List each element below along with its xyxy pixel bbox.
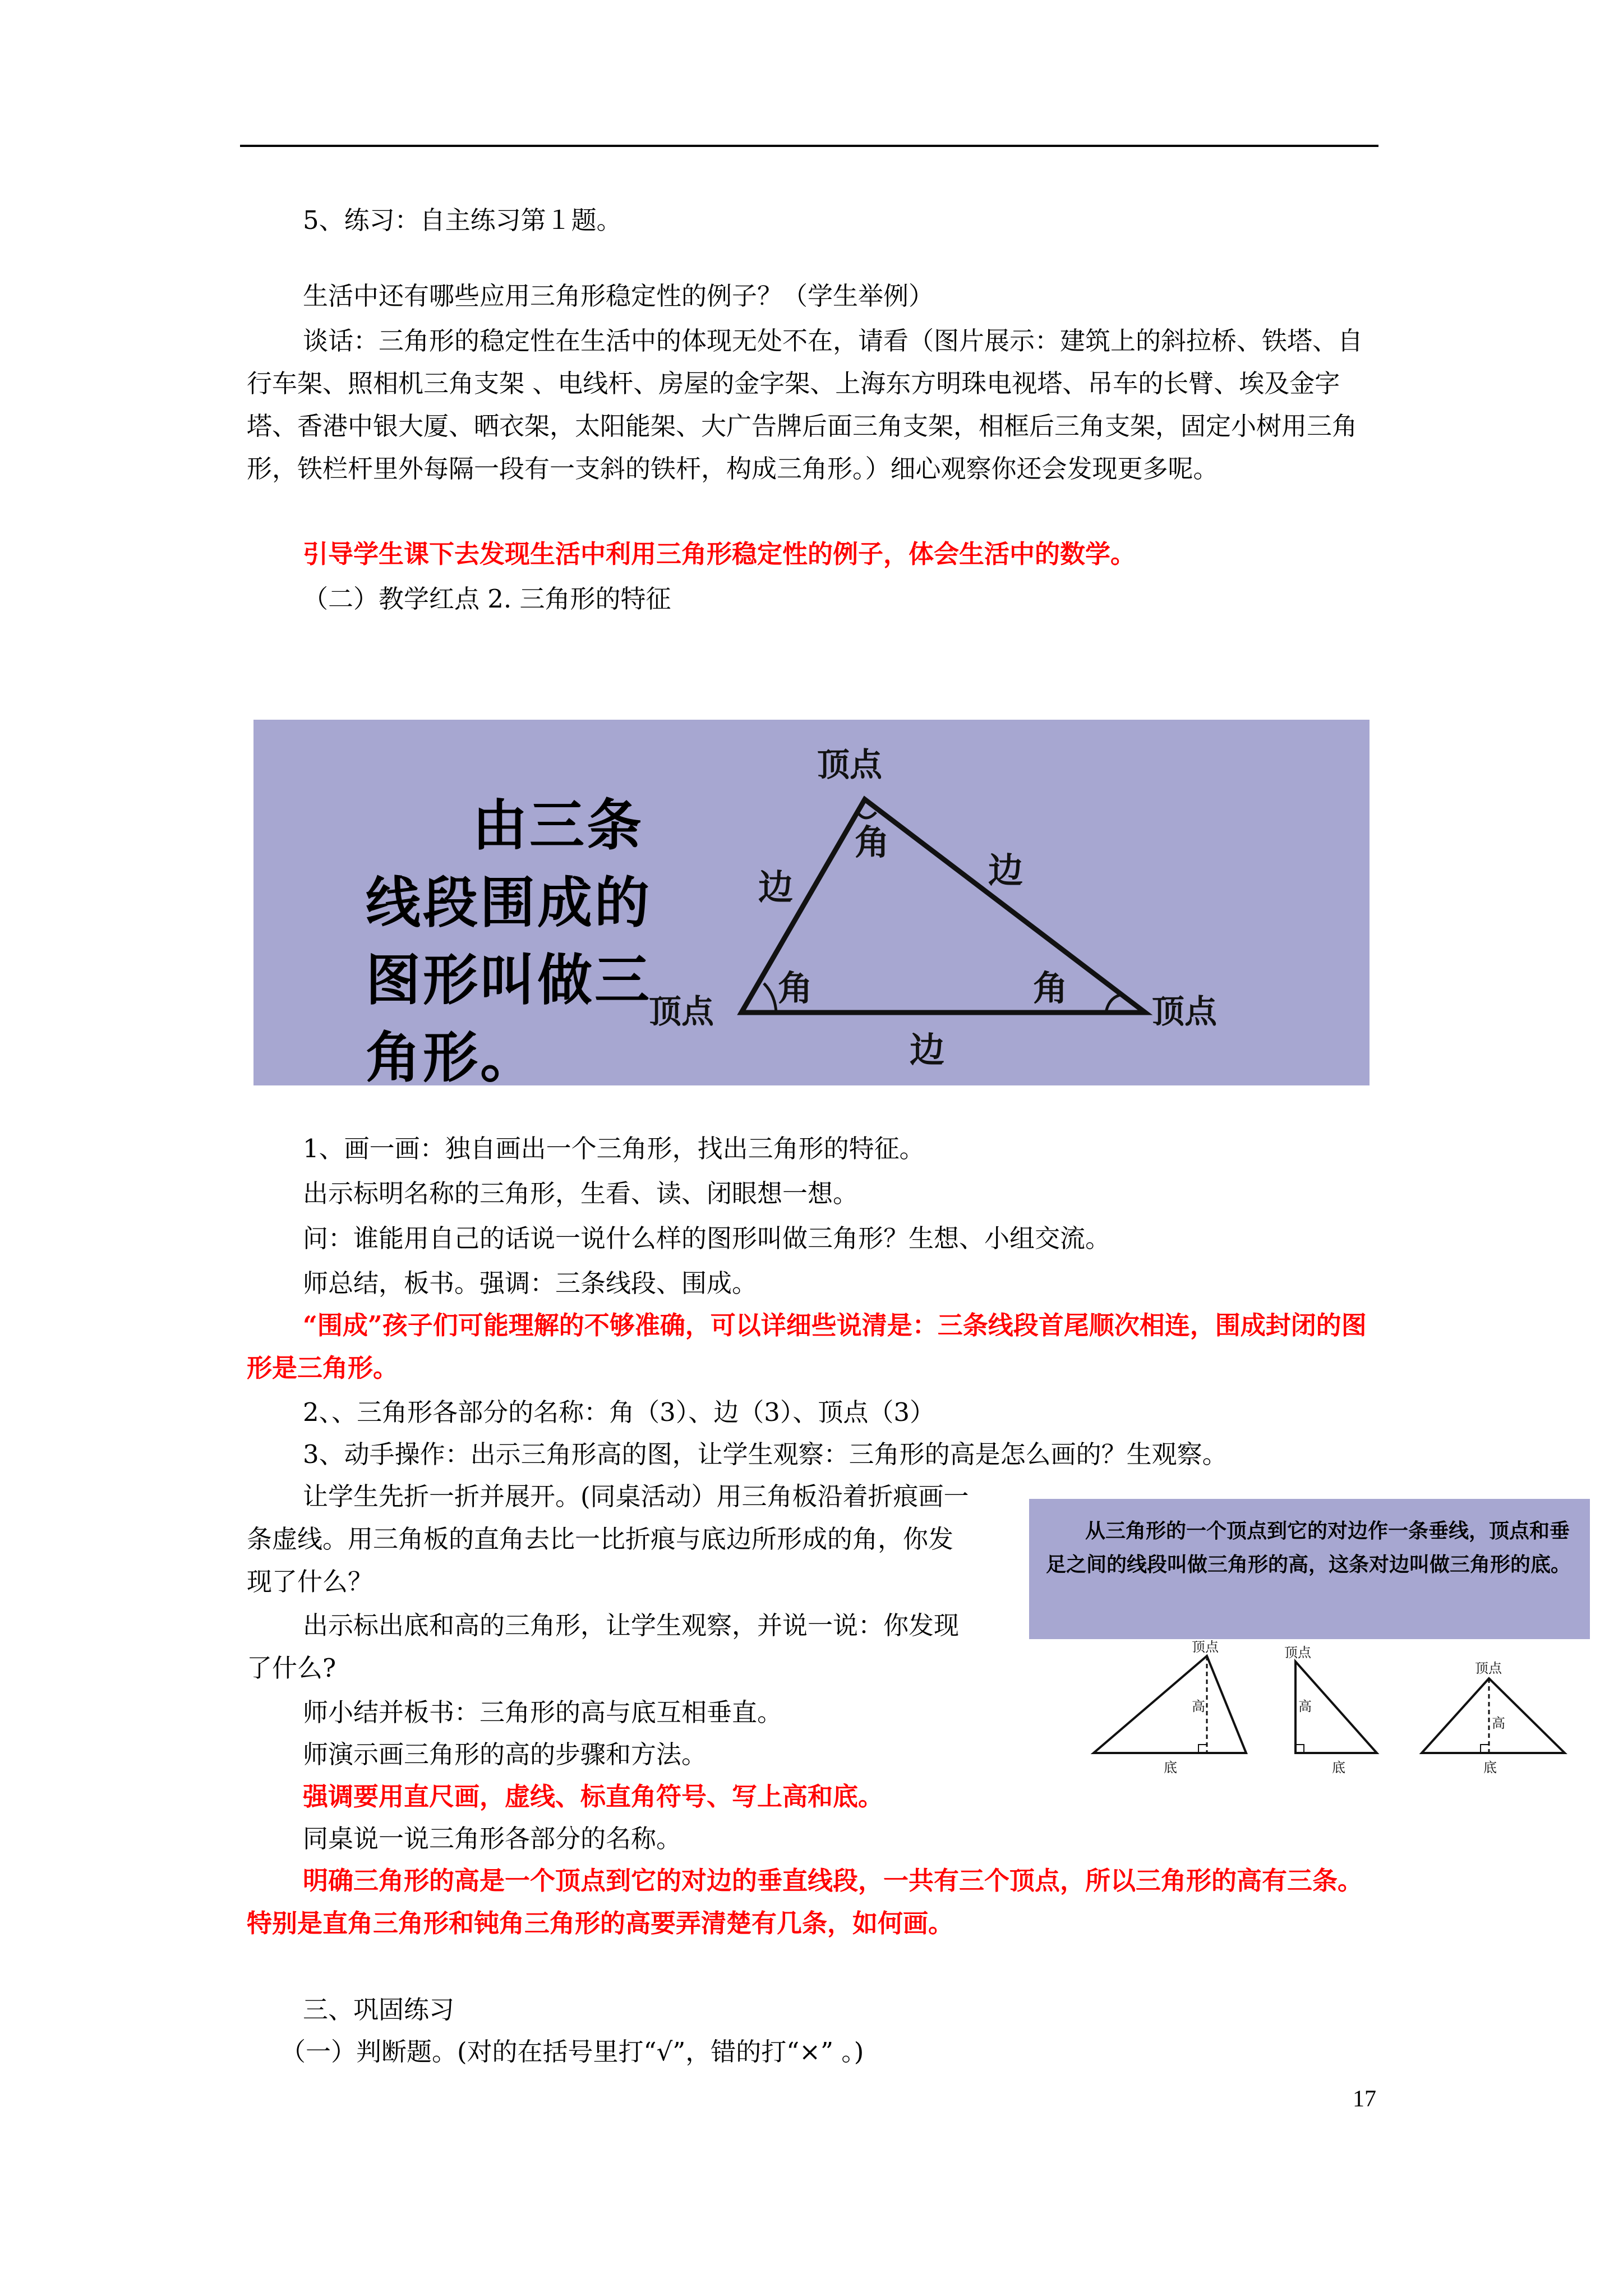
pair-talk: 同桌说一说三角形各部分的名称。 xyxy=(303,1824,682,1853)
step-2: 2、、三角形各部分的名称：角（3）、边（3）、顶点（3） xyxy=(303,1397,935,1427)
angle-right-label: 角 xyxy=(1033,968,1068,1009)
height-definition-box xyxy=(1029,1499,1590,1639)
svg-text:底: 底 xyxy=(1164,1760,1177,1775)
header-rule xyxy=(240,145,1378,147)
svg-text:高: 高 xyxy=(1192,1699,1205,1714)
height-triangles xyxy=(1029,1639,1590,1786)
svg-text:顶点: 顶点 xyxy=(1192,1639,1219,1655)
svg-text:底: 底 xyxy=(1332,1760,1345,1775)
emphasis-note: 强调要用直尺画，虚线、标直角符号、写上高和底。 xyxy=(303,1782,884,1811)
step-1-question: 问：谁能用自己的话说一说什么样的图形叫做三角形？生想、小组交流。 xyxy=(303,1223,1111,1253)
section-consolidation: 三、巩固练习 xyxy=(303,1995,455,2024)
step-1-show: 出示标明名称的三角形，生看、读、闭眼想一想。 xyxy=(303,1179,859,1208)
page-number: 17 xyxy=(1353,2086,1376,2112)
fold-activity: 让学生先折一折并展开。(同桌活动）用三角板沿着折痕画一条虚线。用三角板的直角去比一比折痕与底边所形成的角，你发现了什么？ xyxy=(247,1481,969,1596)
angle-left-label: 角 xyxy=(778,968,813,1009)
question-line: 生活中还有哪些应用三角形稳定性的例子？（学生举例） xyxy=(303,281,934,311)
step-1-summary: 师总结，板书。强调：三条线段、围成。 xyxy=(303,1268,758,1298)
guidance-note: 引导学生课下去发现生活中利用三角形稳定性的例子，体会生活中的数学。 xyxy=(303,539,1136,569)
triangle-height-figure xyxy=(1029,1499,1590,1786)
labeled-triangle-diagram xyxy=(253,720,1370,1085)
teacher-demo: 师演示画三角形的高的步骤和方法。 xyxy=(303,1740,707,1769)
height-definition-text: 从三角形的一个顶点到它的对边作一条垂线，顶点和垂足之间的线段叫做三角形的高，这条对边叫做三角形的底。 xyxy=(1046,1520,1571,1576)
true-false-heading: （一）判断题。(对的在括号里打“√”，错的打“×” 。) xyxy=(280,2037,864,2067)
acute-triangle xyxy=(1094,1656,1246,1753)
side-bottom-label: 边 xyxy=(910,1029,945,1070)
step-3: 3、动手操作：出示三角形高的图，让学生观察：三角形的高是怎么画的？生观察。 xyxy=(303,1439,1228,1469)
observe-height: 出示标出底和高的三角形，让学生观察，并说一说：你发现了什么? xyxy=(247,1611,960,1683)
svg-text:底: 底 xyxy=(1483,1760,1497,1775)
svg-text:高: 高 xyxy=(1298,1699,1312,1714)
exercise-line: 5、练习：自主练习第１题。 xyxy=(303,205,622,235)
svg-text:顶点: 顶点 xyxy=(1475,1660,1502,1676)
talk-paragraph: 谈话：三角形的稳定性在生活中的体现无处不在，请看（图片展示：建筑上的斜拉桥、铁塔、自行车架、照相机三角支架 、电线杆、房屋的金字架、上海东方明珠电视塔、吊车的长臂、埃及金字塔、香港中银大厦、晒衣架，太阳能架、大广告牌后面三角支架，相框后三角支架，固定小树用三角形，铁栏杆里外每隔一段有一支斜的铁杆，构成三角形。）细心观察你还会发现更多呢。 xyxy=(247,326,1363,484)
teacher-summary: 师小结并板书：三角形的高与底互相垂直。 xyxy=(303,1697,783,1727)
side-left-label: 边 xyxy=(758,867,794,908)
triangle-definition-figure xyxy=(253,720,1370,1090)
angle-arc-top xyxy=(857,812,876,818)
svg-text:高: 高 xyxy=(1492,1715,1505,1731)
svg-text:顶点: 顶点 xyxy=(1284,1645,1311,1660)
apex-label: 顶点 xyxy=(817,746,883,784)
step-1: 1、画一画：独自画出一个三角形，找出三角形的特征。 xyxy=(303,1134,925,1163)
height-note: 明确三角形的高是一个顶点到它的对边的垂直线段，一共有三个顶点，所以三角形的高有三条。特别是直角三角形和钝角三角形的高要弄清楚有几条，如何画。 xyxy=(247,1866,1363,1938)
angle-arc-right xyxy=(1106,995,1122,1013)
side-right-label: 边 xyxy=(988,850,1023,891)
right-vertex-label: 顶点 xyxy=(1152,992,1218,1030)
angle-arc-left xyxy=(764,983,776,1013)
angle-top-label: 角 xyxy=(855,822,890,863)
enclose-note: “围成”孩子们可能理解的不够准确，可以详细些说清是：三条线段首尾顺次相连，围成封闭的图形是三角形。 xyxy=(247,1310,1367,1383)
section-heading: （二）教学红点 2. 三角形的特征 xyxy=(303,584,671,614)
left-vertex-label: 顶点 xyxy=(649,992,714,1030)
triangle-definition-text: 由三条 线段围成的 图形叫做三 角形。 xyxy=(366,794,652,1090)
